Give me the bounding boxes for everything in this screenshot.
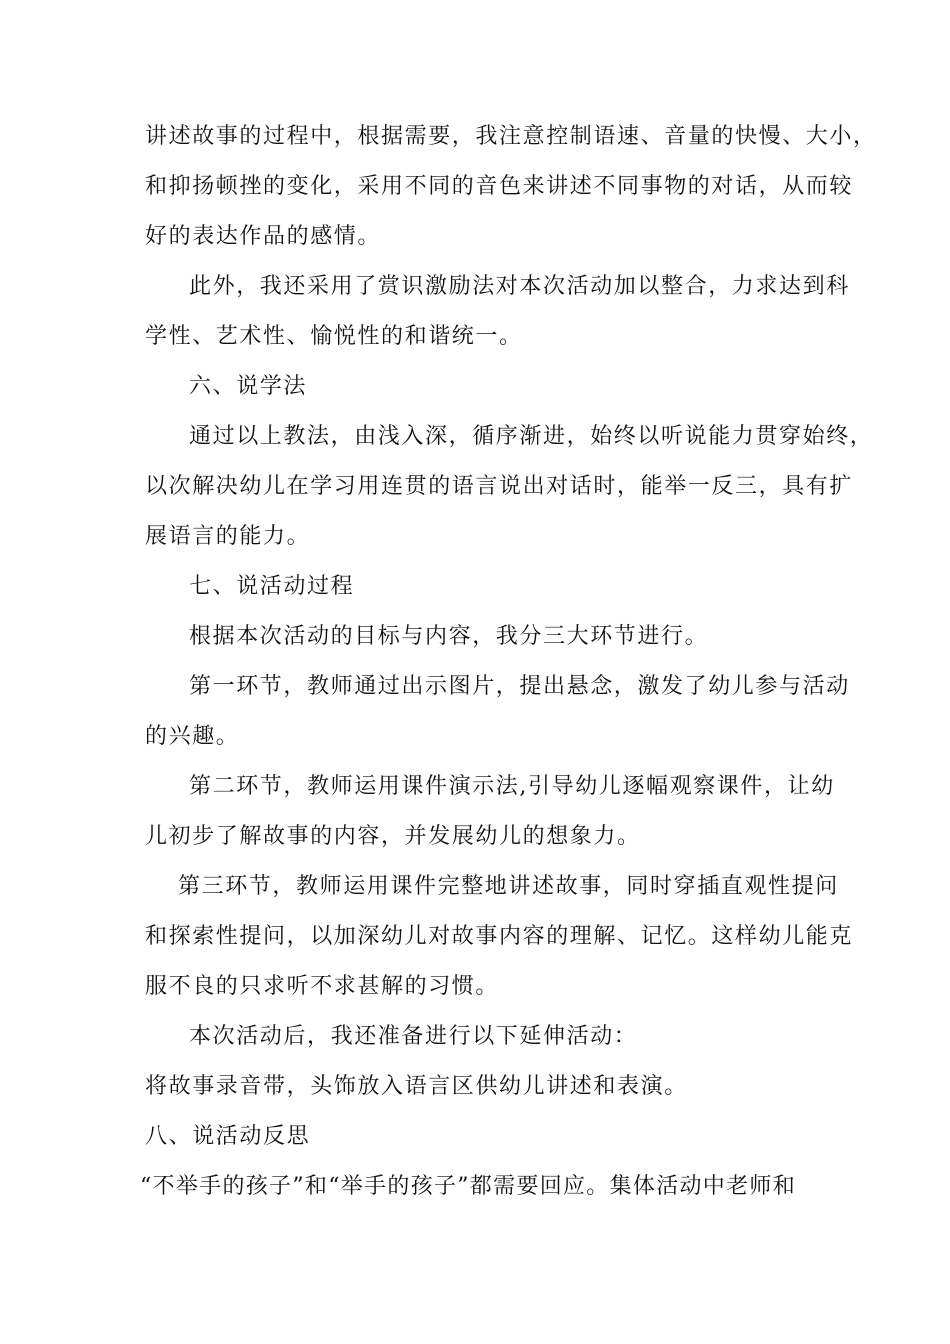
section-heading: 七、说活动过程 — [189, 574, 355, 599]
text-line: 本次活动后，我还准备进行以下延伸活动： — [189, 1024, 638, 1049]
text-line: 好的表达作品的感情。 — [145, 224, 382, 249]
text-line: 根据本次活动的目标与内容，我分三大环节进行。 — [189, 624, 709, 649]
text-line: 第一环节，教师通过出示图片，提出悬念，激发了幼儿参与活动 — [189, 674, 850, 699]
text-line: 和探索性提问，以加深幼儿对故事内容的理解、记忆。这样幼儿能克 — [145, 924, 854, 949]
text-line: 服不良的只求听不求甚解的习惯。 — [145, 974, 500, 999]
text-line: 的兴趣。 — [145, 724, 240, 749]
section-heading: 六、说学法 — [189, 374, 308, 399]
text-line: 第二环节，教师运用课件演示法,引导幼儿逐幅观察课件，让幼 — [189, 774, 835, 799]
text-line: 以次解决幼儿在学习用连贯的语言说出对话时，能举一反三，具有扩 — [145, 474, 854, 499]
text-line: 展语言的能力。 — [145, 524, 311, 549]
text-line: 第三环节，教师运用课件完整地讲述故事，同时穿插直观性提问 — [178, 874, 839, 899]
text-line: 此外，我还采用了赏识激励法对本次活动加以整合，力求达到科 — [189, 274, 850, 299]
text-line: 通过以上教法，由浅入深，循序渐进，始终以听说能力贯穿始终， — [189, 424, 874, 449]
text-line: 和抑扬顿挫的变化，采用不同的音色来讲述不同事物的对话，从而较 — [145, 174, 854, 199]
section-heading: 八、说活动反思 — [145, 1124, 311, 1149]
text-line: 儿初步了解故事的内容，并发展幼儿的想象力。 — [145, 824, 641, 849]
text-line: 讲述故事的过程中，根据需要，我注意控制语速、音量的快慢、大小， — [145, 124, 877, 149]
text-line: 学性、艺术性、愉悦性的和谐统一。 — [145, 324, 523, 349]
text-line: “不举手的孩子”和“举手的孩子”都需要回应。集体活动中老师和 — [140, 1174, 796, 1199]
text-line: 将故事录音带，头饰放入语言区供幼儿讲述和表演。 — [145, 1074, 688, 1099]
